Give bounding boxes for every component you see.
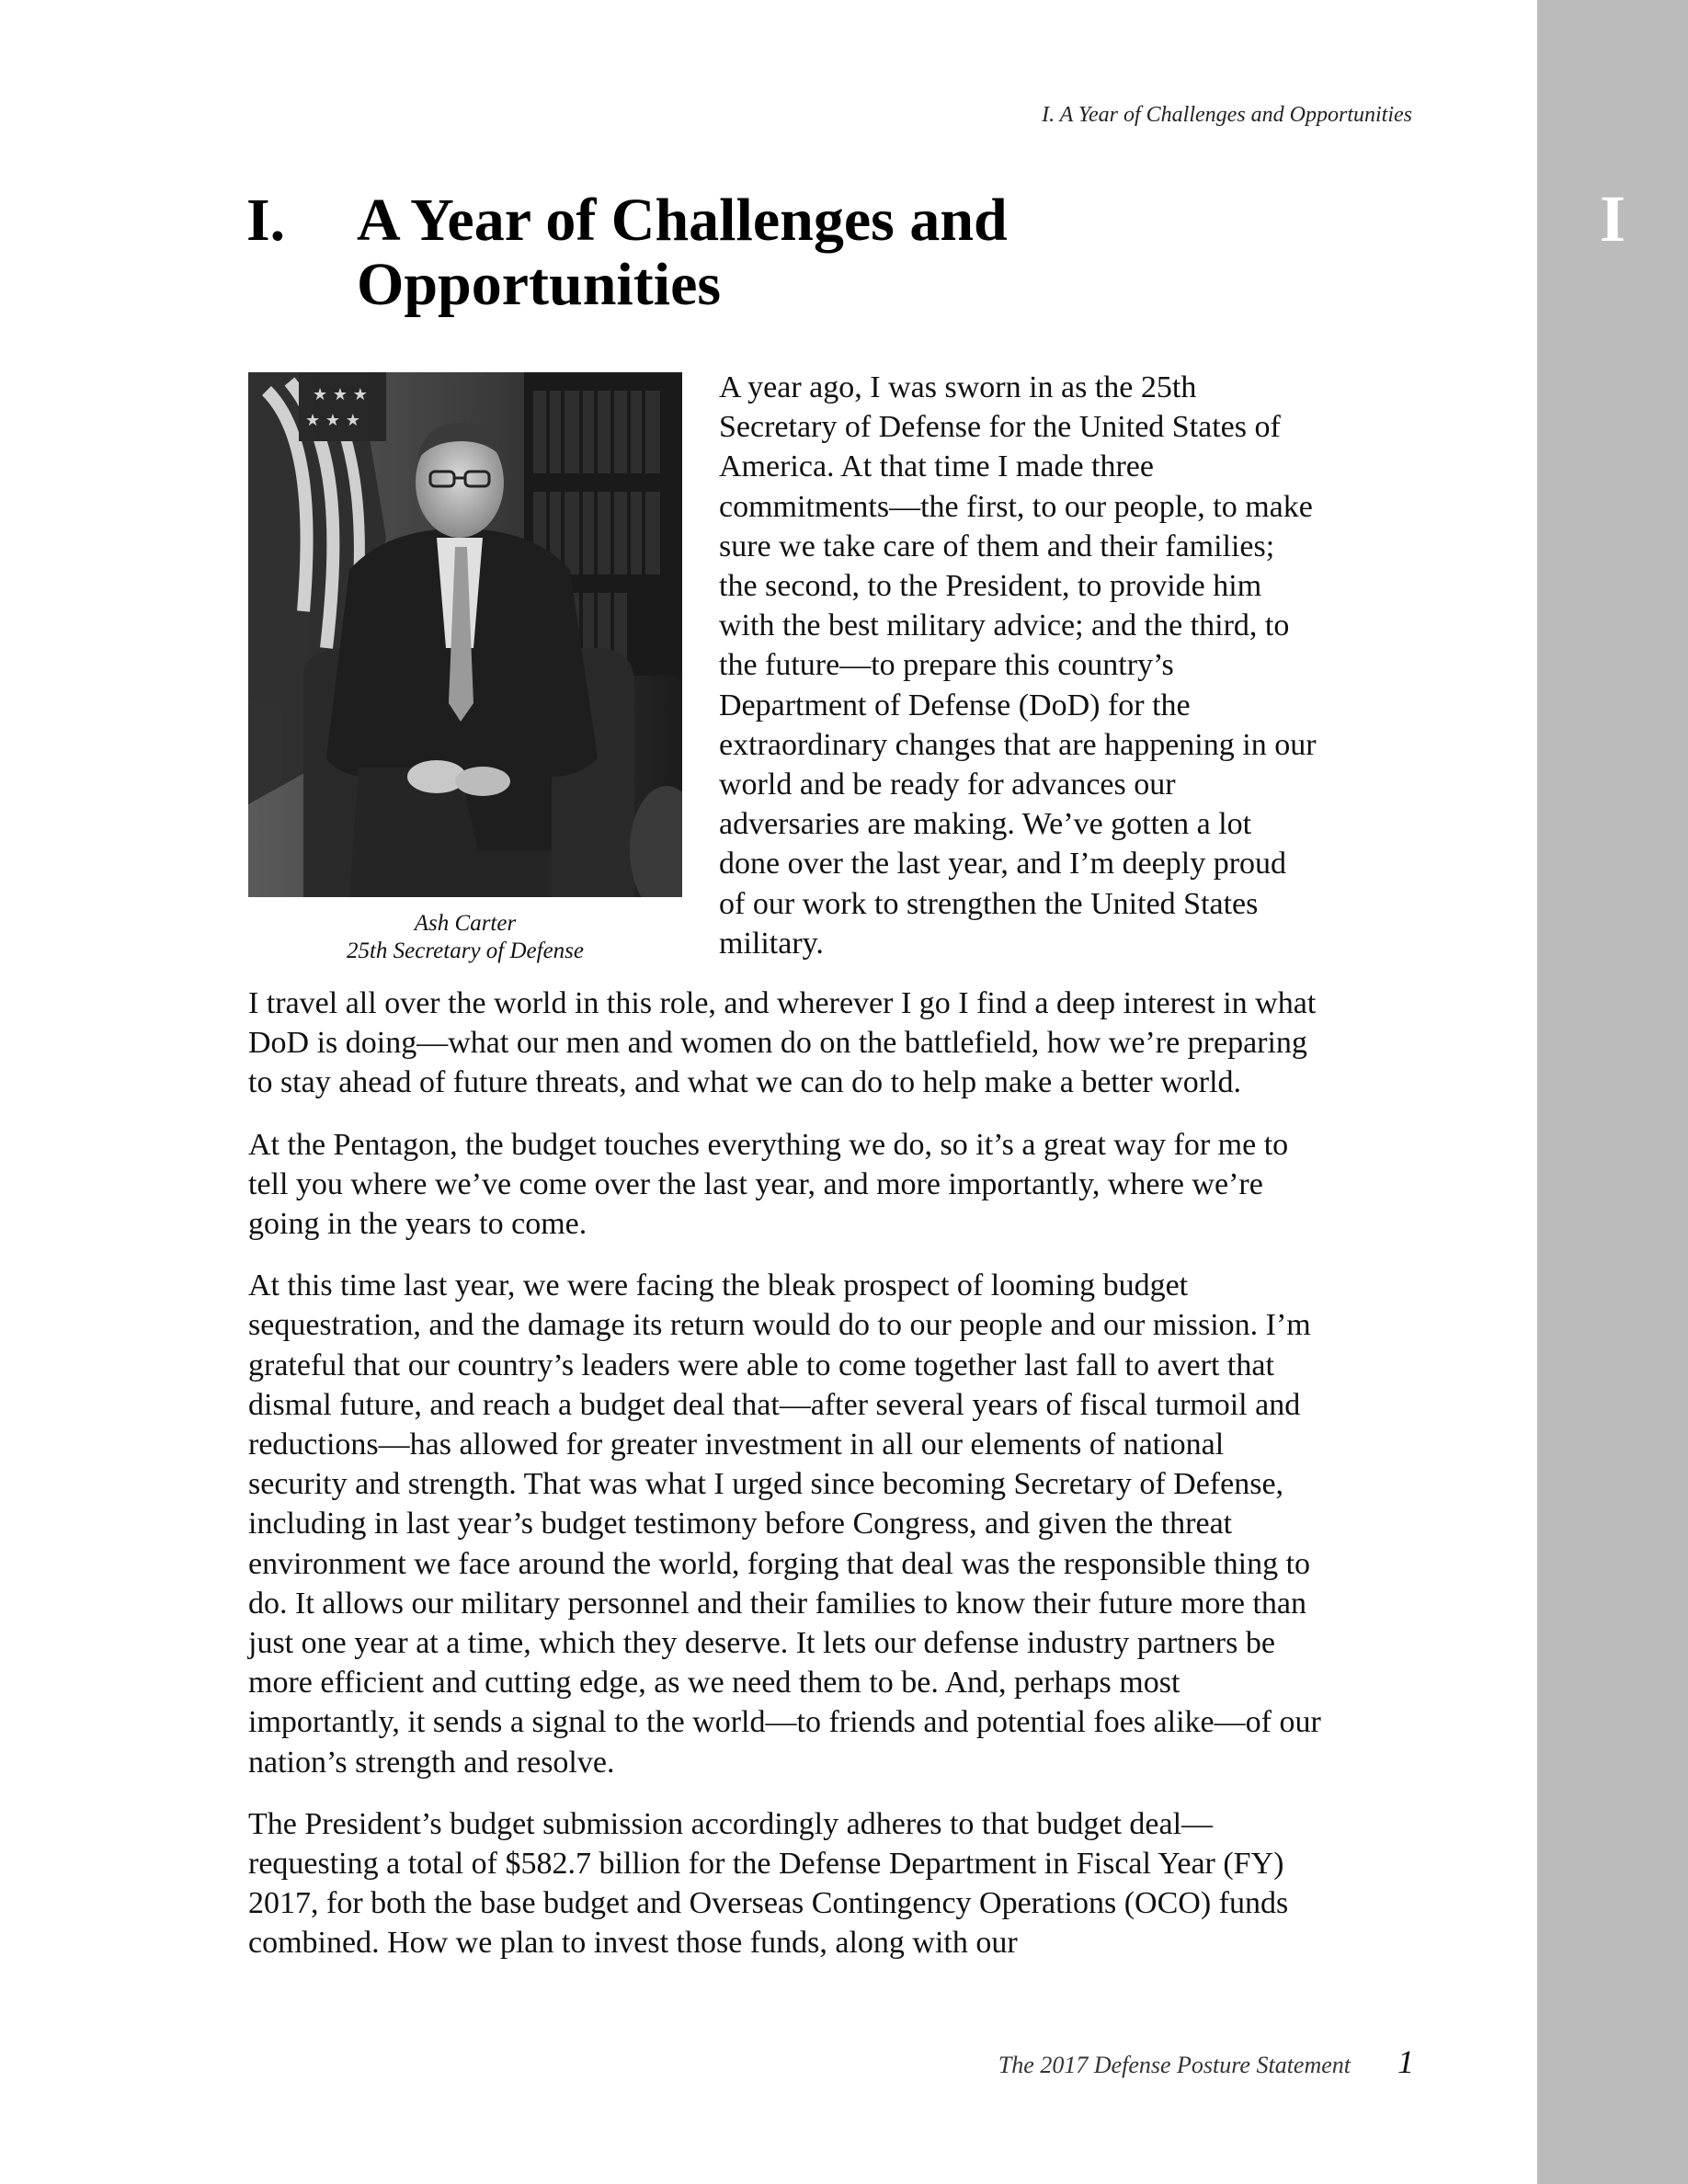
svg-text:★ ★ ★: ★ ★ ★ [305,411,360,430]
chapter-side-tab [1537,0,1688,2184]
portrait-photo [248,372,682,897]
body-text [248,984,1324,1985]
chapter-title [357,188,1008,317]
chapter-title-line-2: Opportunities [357,251,722,318]
photo-caption [248,910,682,965]
chapter-heading [246,188,1008,317]
body-paragraph: I travel all over the world in this role, and wherever I go I find a deep interest in what DoD is doing—what our men and women do on the battlefield, how we’re preparing to stay ahead of future threats, and what we can do to help make a better world. [248,986,1317,1100]
chapter-title-line-1: A Year of Challenges and [357,187,1008,254]
chapter-number: I. [246,187,286,254]
intro-paragraph: A year ago, I was sworn in as the 25th Secretary of Defense for the United States of America. At that time I made three commitments—the first, to our people, to make sure we take care of them and their families; the second, to the President, to provide him with the best military advice; and the third, to the future—to prepare this country’s Department of Defense (DoD) for the extraordinary changes that are happening in our world and be ready for advances our adversaries are making. We’ve gotten a lot done over the last year, and I’m deeply proud of our work to strengthen the United States military. [719,370,1317,961]
body-paragraph: The President’s budget submission accordingly adheres to that budget deal—requesting a total of $582.7 billion for the Defense Department in Fiscal Year (FY) 2017, for both the base budget and Overseas Contingency Operations (OCO) funds combined. How we plan to invest those funds, along with our [248,1806,1289,1961]
caption-name: Ash Carter [414,911,517,936]
caption-title: 25th Secretary of Defense [346,938,585,963]
body-paragraph: At the Pentagon, the budget touches everything we do, so it’s a great way for me to tell you where we’ve come over the last year, and more importantly, where we’re going in the years to come. [248,1127,1289,1242]
svg-text:★ ★ ★: ★ ★ ★ [313,385,368,404]
side-tab-label: I [1599,182,1626,256]
page-number: 1 [1397,2043,1414,2080]
body-paragraph: At this time last year, we were facing the bleak prospect of looming budget sequestration, and the damage its return would do to our people and our mission. I’m grateful that our country’s leaders were able to come together last fall to avert that dismal future, and reach a budget deal that—after several years of fiscal turmoil and reductions—has allowed for greater investment in all our elements of national security and strength. That was what I urged since becoming Secretary of Defense, including in last year’s budget testimony before Congress, and given the threat environment we face around the world, forging that deal was the responsible thing to do. It allows our military personnel and their families to know their future more than just one year at a time, which they deserve. It lets our defense industry partners be more efficient and cutting edge, as we need them to be. And, perhaps most importantly, it sends a signal to the world—to friends and potential foes alike—of our nation’s strength and resolve. [248,1268,1321,1780]
running-header: I. A Year of Challenges and Opportunities [1042,103,1412,127]
portrait-figure [248,372,682,965]
footer-publication-title: The 2017 Defense Posture Statement [998,2052,1351,2078]
